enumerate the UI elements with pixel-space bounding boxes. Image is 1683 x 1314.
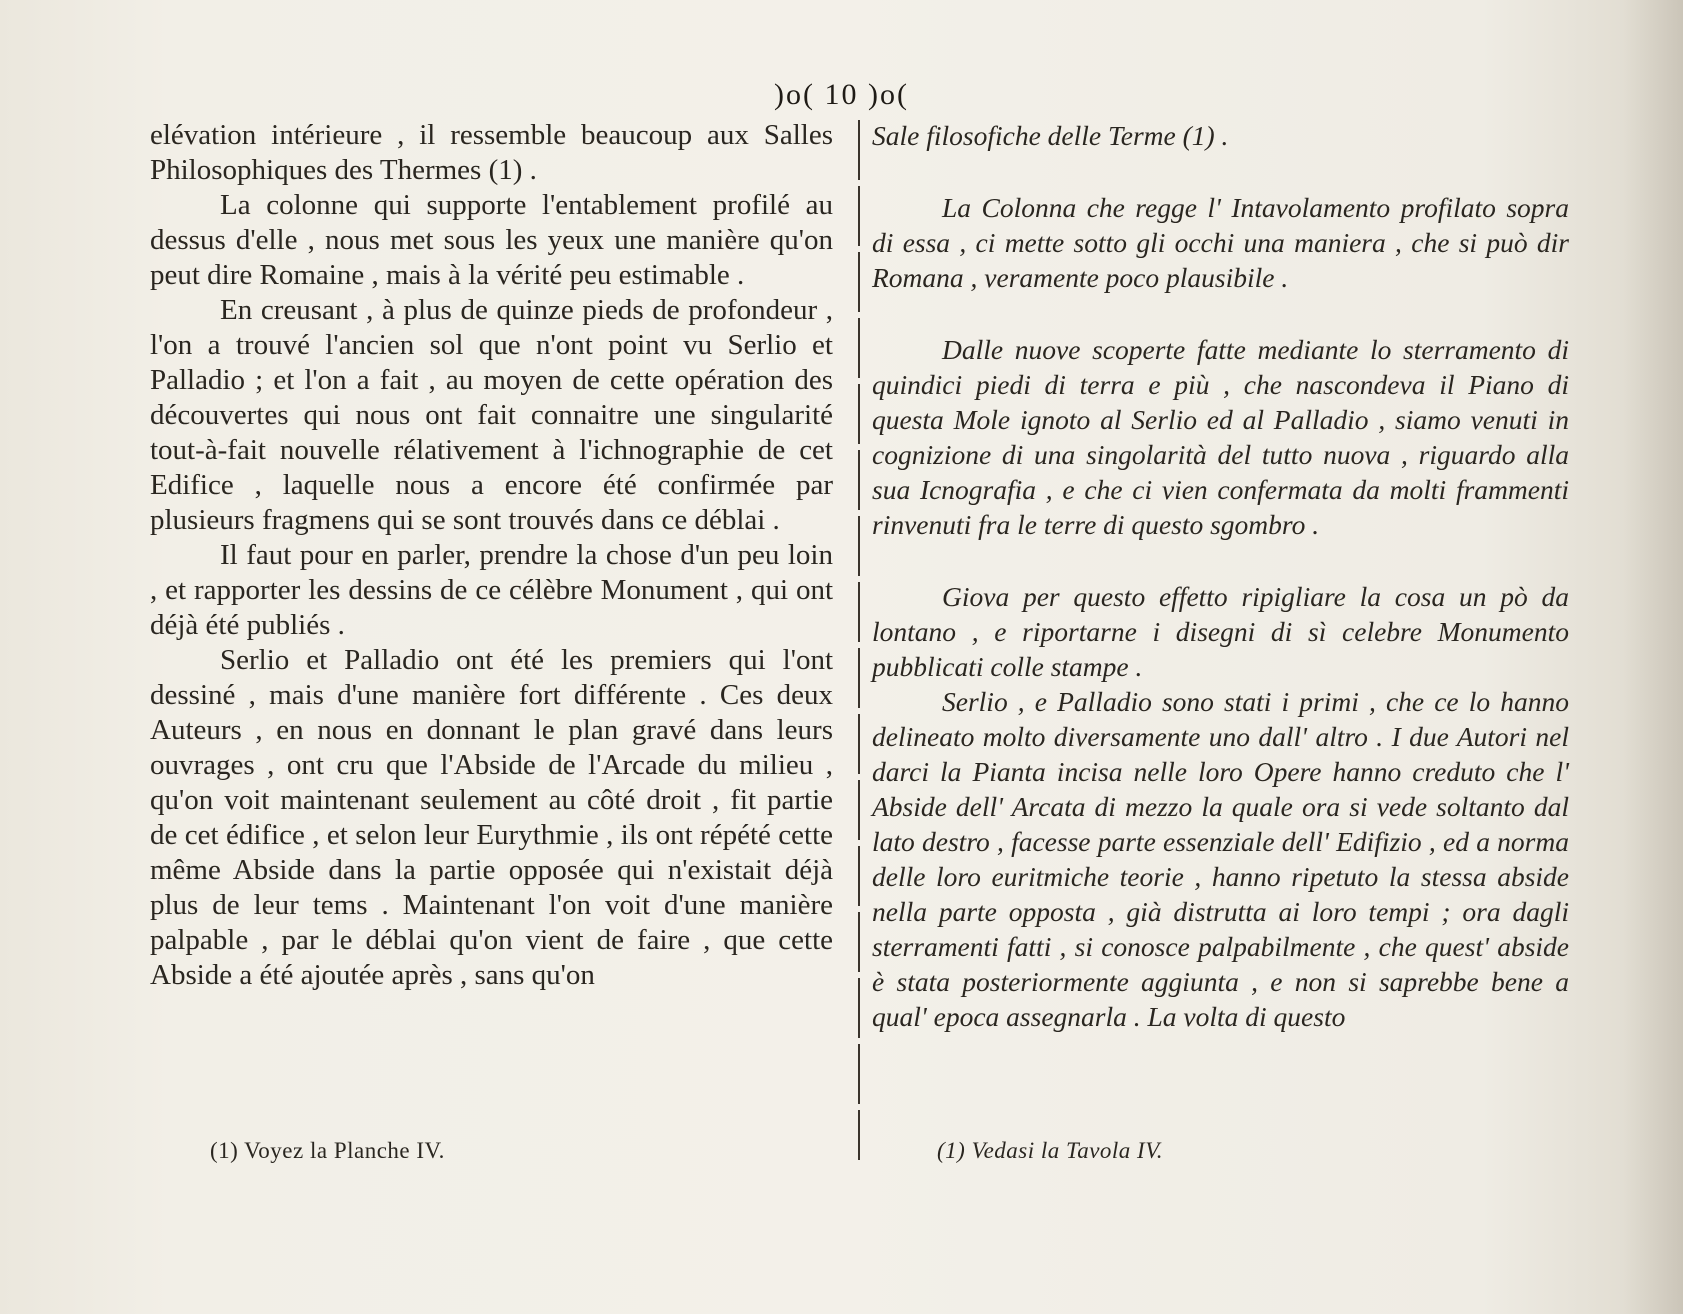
italian-paragraph-3: Dalle nuove scoperte fatte mediante lo sterramento di quindici piedi di terra e più , che nascondeva il Piano di questa Mole ignoto al Serlio ed al Palladio , siamo venuti in cognizione di una singolarità del tutto nuova , riguardo alla sua Icnografia , e che ci vien confermata da molti frammenti rinvenuti fra le terre di questo sgombro . bbox=[872, 334, 1569, 540]
french-paragraph-1: elévation intérieure , il ressemble beaucoup aux Salles Philosophiques des Thermes (1) . bbox=[150, 119, 833, 186]
french-paragraph-3: En creusant , à plus de quinze pieds de profondeur , l'on a trouvé l'ancien sol que n'ont point vu Serlio et Palladio ; et l'on a fait , au moyen de cette opération des découvertes qui nous ont fait connaitre une singularité tout-à-fait nouvelle rélativement à l'ichnographie de cet Edifice , laquelle nous a encore été confirmée par plusieurs fragmens qui se sont trouvés dans ce déblai . bbox=[150, 294, 833, 536]
italian-paragraph-5: Serlio , e Palladio sono stati i primi , che ce lo hanno delineato molto diversamente uno dall' altro . I due Autori nel darci la Pianta incisa nelle loro Opere hanno creduto che l' Abside dell' Arcata di mezzo la quale ora si vede soltanto dal lato destro , facesse parte essenziale dell' Edifizio , ed a norma delle loro euritmiche teorie , hanno ripetuto la stessa abside nella parte opposta , già distrutta ai loro tempi ; ora dagli sterramenti fatti , si conosce palpabilmente , che quest' abside è stata posteriormente aggiunta , e non si saprebbe bene a qual' epoca assegnarla . La volta di questo bbox=[872, 686, 1569, 1032]
italian-paragraph-4: Giova per questo effetto ripigliare la cosa un pò da lontano , e riportarne i disegni di sì celebre Monumento pubblicati colle stampe . bbox=[872, 581, 1569, 682]
italian-column bbox=[872, 118, 1569, 1034]
french-paragraph-4: Il faut pour en parler, prendre la chose d'un peu loin , et rapporter les dessins de ce célèbre Monument , qui ont déjà été publiés . bbox=[150, 539, 833, 641]
italian-paragraph-2: La Colonna che regge l' Intavolamento profilato sopra di essa , ci mette sotto gli occhi una maniera , che si può dir Romana , veramente poco plausibile . bbox=[872, 192, 1569, 293]
italian-paragraph-1: Sale filosofiche delle Terme (1) . bbox=[872, 120, 1229, 151]
french-paragraph-5: Serlio et Palladio ont été les premiers qui l'ont dessiné , mais d'une manière fort différente . Ces deux Auteurs , en nous en donnant le plan gravé dans leurs ouvrages , ont cru que l'Abside de l'Arcade du milieu , qu'on voit maintenant seulement au côté droit , fit partie de cet édifice , et selon leur Eurythmie , ils ont répété cette même Abside dans la partie opposée qui n'existait déjà plus de leur tems . Maintenant l'on voit d'une manière palpable , par le déblai qu'on vient de faire , que cette Abside a été ajoutée après , sans qu'on bbox=[150, 644, 833, 991]
page-edge-shadow bbox=[1623, 0, 1683, 1314]
page-header: )o( 10 )o( bbox=[774, 78, 909, 111]
french-paragraph-2: La colonne qui supporte l'entablement profilé au dessus d'elle , nous met sous les yeux une manière qu'on peut dire Romaine , mais à la vérité peu estimable . bbox=[150, 189, 833, 291]
french-footnote: (1) Voyez la Planche IV. bbox=[210, 1138, 445, 1163]
column-divider bbox=[858, 120, 860, 1160]
italian-footnote: (1) Vedasi la Tavola IV. bbox=[937, 1138, 1164, 1163]
french-column bbox=[150, 118, 833, 993]
